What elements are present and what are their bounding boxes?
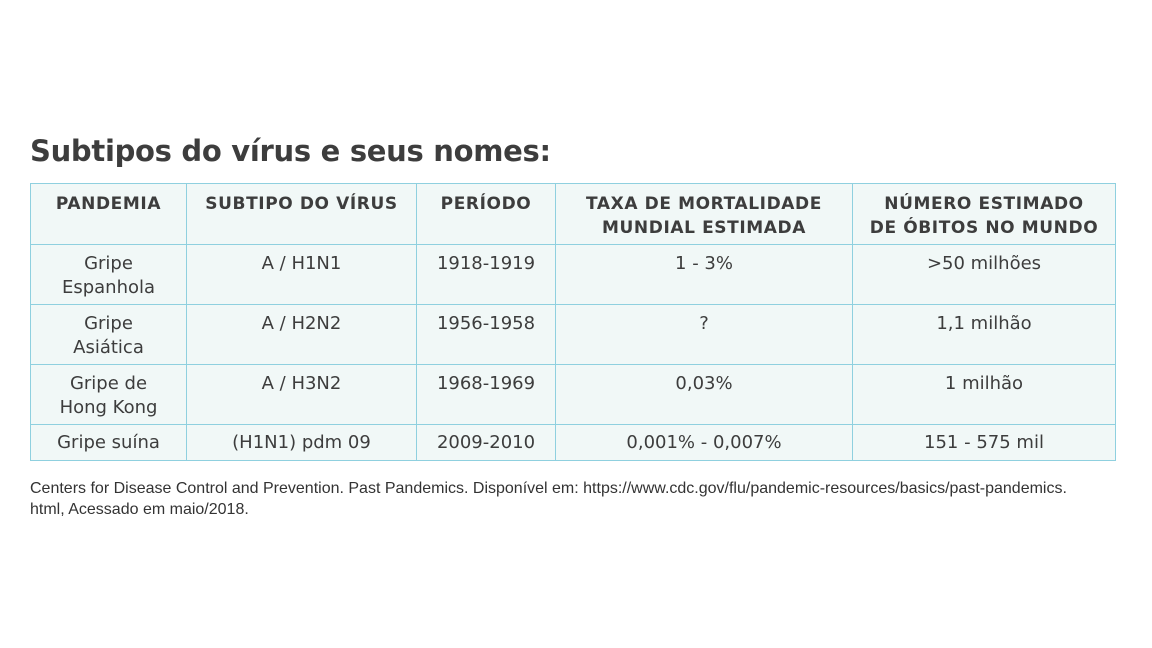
cell-line: 151 - 575 mil: [924, 432, 1044, 453]
cell-periodo: [417, 305, 556, 365]
header-line: DE ÓBITOS NO MUNDO: [869, 218, 1099, 238]
cell-periodo: [417, 425, 556, 461]
cell-line: Asiática: [73, 337, 144, 358]
cell-periodo: [417, 365, 556, 425]
cell-line: 2009-2010: [436, 432, 536, 453]
cell-subtipo: [187, 365, 417, 425]
cell-line: 1 - 3%: [675, 253, 733, 274]
cell-line: Gripe de: [69, 373, 148, 394]
cell-taxa: [556, 245, 853, 305]
cell-pandemia: [31, 305, 187, 365]
cell-obitos: [853, 305, 1116, 365]
cell-line: ?: [699, 313, 709, 334]
cell-subtipo: [187, 245, 417, 305]
cell-taxa: [556, 305, 853, 365]
cell-line: 1956-1958: [436, 313, 536, 334]
cell-line: Espanhola: [61, 277, 156, 298]
cell-line: >50 milhões: [926, 253, 1042, 274]
header-line: SUBTIPO DO VÍRUS: [205, 194, 398, 214]
cell-line: 0,03%: [675, 373, 733, 394]
source-citation: [30, 478, 1130, 520]
cell-pandemia: [31, 425, 187, 461]
cell-obitos: [853, 365, 1116, 425]
cell-obitos: [853, 425, 1116, 461]
cell-line: A / H2N2: [261, 313, 342, 334]
table-row: [31, 245, 1116, 305]
page-title: Subtipos do vírus e seus nomes:: [30, 134, 551, 168]
cell-line: 1 milhão: [944, 373, 1024, 394]
cell-line: (H1N1) pdm 09: [232, 432, 371, 453]
cell-line: 1968-1969: [436, 373, 536, 394]
header-pandemia: [31, 184, 187, 245]
cell-pandemia: [31, 365, 187, 425]
cell-subtipo: [187, 425, 417, 461]
cell-line: A / H3N2: [261, 373, 342, 394]
header-line: TAXA DE MORTALIDADE: [586, 194, 822, 214]
cell-line: Hong Kong: [59, 397, 158, 418]
cell-line: Gripe suína: [57, 432, 160, 453]
cell-line: Gripe: [84, 313, 133, 334]
header-line: PERÍODO: [440, 194, 532, 214]
header-line: MUNDIAL ESTIMADA: [601, 218, 806, 238]
cell-taxa: [556, 365, 853, 425]
header-numero-obitos: [853, 184, 1116, 245]
source-line: html, Acessado em maio/2018.: [30, 501, 249, 518]
cell-taxa: [556, 425, 853, 461]
header-line: PANDEMIA: [55, 194, 162, 214]
cell-line: 1918-1919: [436, 253, 536, 274]
header-taxa-mortalidade: [556, 184, 853, 245]
table-row: [31, 305, 1116, 365]
table-row: [31, 365, 1116, 425]
cell-periodo: [417, 245, 556, 305]
header-periodo: [417, 184, 556, 245]
cell-line: A / H1N1: [261, 253, 342, 274]
table-row: [31, 425, 1116, 461]
cell-line: 0,001% - 0,007%: [626, 432, 782, 453]
cell-line: 1,1 milhão: [936, 313, 1032, 334]
source-line: Centers for Disease Control and Prevention. Past Pandemics. Disponível em: https://www.cdc.gov/flu/pandemic-resources/basics/past-pandemics.: [30, 480, 1067, 497]
cell-subtipo: [187, 305, 417, 365]
table-header-row: [31, 184, 1116, 245]
pandemics-table: [30, 183, 1116, 461]
cell-obitos: [853, 245, 1116, 305]
cell-line: Gripe: [84, 253, 133, 274]
header-line: NÚMERO ESTIMADO: [884, 194, 1084, 214]
header-subtipo: [187, 184, 417, 245]
cell-pandemia: [31, 245, 187, 305]
